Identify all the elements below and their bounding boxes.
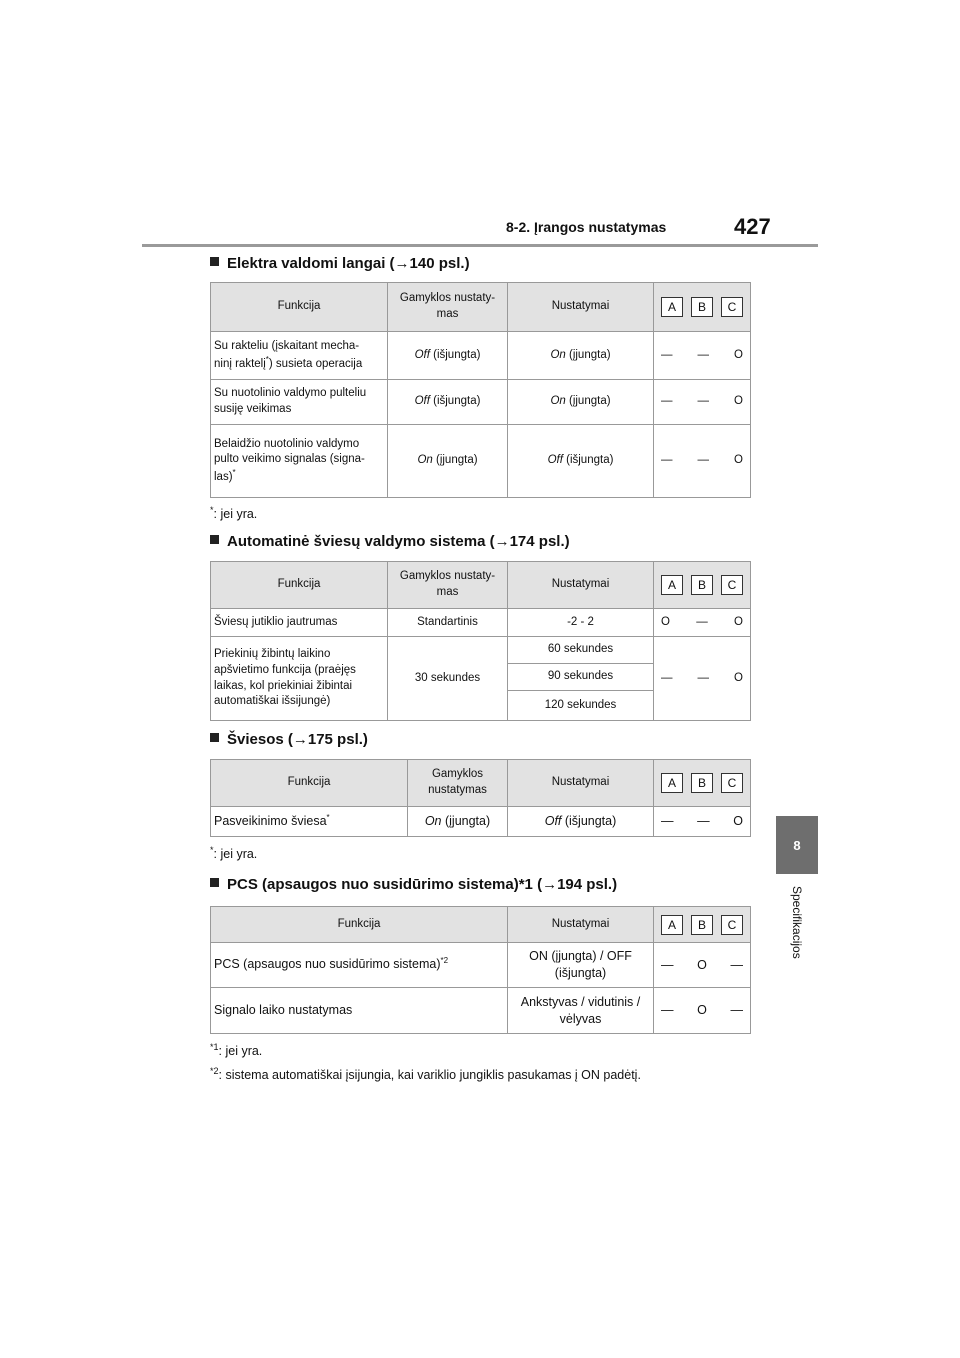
- box-b: B: [691, 297, 713, 317]
- col-funkcija: Funkcija: [211, 907, 508, 943]
- col-abc: [654, 283, 751, 332]
- section-title-text: PCS (apsaugos nuo susidūrimo sistema)*1 (→194 psl.): [227, 876, 618, 893]
- col-gamyklos: [388, 283, 508, 332]
- header-rule: [142, 244, 818, 247]
- col-gamyklos-l2: mas: [436, 586, 459, 598]
- line: pulto veikimo signalas (signa-: [214, 453, 365, 466]
- cell-setting: 120 sekundes: [508, 691, 654, 721]
- box-b: B: [691, 575, 713, 595]
- table-row: [211, 988, 751, 1034]
- col-nustatymai: Nustatymai: [508, 283, 654, 332]
- line: Pasveikinimo šviesa: [214, 814, 327, 829]
- cell-default: Standartinis: [388, 609, 508, 637]
- cell-abc: [654, 988, 751, 1034]
- line: susiję veikimas: [214, 403, 292, 415]
- footnote-star: [210, 845, 257, 861]
- mark-c: —: [730, 957, 743, 972]
- col-funkcija: Funkcija: [211, 760, 408, 807]
- cell-abc: [654, 425, 751, 498]
- value-rest: (išjungta): [429, 395, 481, 408]
- col-nustatymai: Nustatymai: [508, 562, 654, 609]
- section-title-auto-lights: [210, 533, 570, 550]
- line: Su nuotolinio valdymo pulteliu: [214, 387, 367, 400]
- line: laikas, kol priekiniai žibintai: [214, 679, 353, 692]
- section-title-pcs: [210, 876, 617, 893]
- value-rest: (įjungta): [441, 814, 491, 829]
- cell-function: [211, 943, 508, 988]
- box-c: C: [721, 915, 743, 935]
- cell-abc: [654, 332, 751, 380]
- cell-setting: [508, 380, 654, 425]
- table-row: [211, 637, 751, 664]
- line: ninį raktelį: [214, 357, 266, 370]
- col-abc: [654, 907, 751, 943]
- value-italic: On: [550, 395, 566, 408]
- value-italic: Off: [414, 348, 430, 361]
- line: Su rakteliu (įskaitant mecha-: [214, 340, 360, 353]
- box-a: A: [661, 297, 683, 317]
- cell-function: Signalo laiko nustatymas: [211, 988, 508, 1034]
- line: PCS (apsaugos nuo susidūrimo sistema): [214, 957, 441, 972]
- box-b: B: [691, 915, 713, 935]
- box-c: C: [721, 575, 743, 595]
- value-rest: (įjungta): [565, 395, 611, 408]
- table-row: [211, 609, 751, 637]
- line: ON (įjungta) / OFF: [529, 949, 632, 964]
- table-row: [211, 807, 751, 837]
- mark-a: —: [661, 454, 673, 467]
- value-italic: Off: [547, 454, 563, 467]
- mark-b: O: [697, 957, 707, 972]
- line: Belaidžio nuotolinio valdymo: [214, 437, 360, 450]
- mark-a: —: [661, 1003, 674, 1018]
- col-gamyklos: [408, 760, 508, 807]
- footnote-mark: *: [210, 505, 214, 515]
- cell-abc: [654, 807, 751, 837]
- section-title-text: Šviesos (→175 psl.): [227, 731, 368, 748]
- mark-a: —: [661, 671, 673, 684]
- value-italic: On: [417, 454, 433, 467]
- table-pcs: [210, 906, 751, 1034]
- mark-b: —: [697, 671, 710, 684]
- mark-a: —: [661, 814, 674, 829]
- footnote-mark: *: [326, 812, 330, 822]
- footnote-mark: *: [265, 354, 269, 364]
- line: las): [214, 470, 233, 483]
- cell-abc: [654, 943, 751, 988]
- cell-function: [211, 425, 388, 498]
- table-row: [211, 425, 751, 498]
- footnote-mark: *: [232, 467, 236, 477]
- section-header: 8-2. Įrangos nustatymas: [506, 219, 667, 235]
- box-b: B: [691, 773, 713, 793]
- line: Ankstyvas / vidutinis /: [520, 994, 641, 1009]
- col-nustatymai: Nustatymai: [508, 907, 654, 943]
- mark-c: O: [734, 454, 743, 467]
- footnote-text: : jei yra.: [213, 507, 258, 522]
- box-c: C: [721, 773, 743, 793]
- col-abc: [654, 562, 751, 609]
- footnote-mark: *1: [210, 1042, 219, 1052]
- mark-a: —: [661, 957, 674, 972]
- section-title-text: Elektra valdomi langai (→140 psl.): [227, 255, 470, 272]
- mark-a: —: [661, 395, 673, 408]
- cell-function: [211, 807, 408, 837]
- value-italic: Off: [414, 395, 430, 408]
- value-rest: (išjungta): [429, 348, 481, 361]
- mark-c: —: [730, 1003, 743, 1018]
- table-header-row: [211, 907, 751, 943]
- cell-setting: 90 sekundes: [508, 664, 654, 691]
- footnote-mark: *2: [440, 956, 449, 966]
- section-title-text: Automatinė šviesų valdymo sistema (→174 psl.): [227, 533, 570, 550]
- col-gamyklos-l2: nustatymas: [428, 784, 487, 796]
- mark-b: —: [697, 395, 710, 408]
- col-gamyklos-l1: Gamyklos nustaty-: [399, 570, 496, 583]
- section-title-windows: [210, 255, 470, 272]
- cell-abc: [654, 609, 751, 637]
- cell-default: 30 sekundes: [388, 637, 508, 721]
- cell-abc: [654, 380, 751, 425]
- cell-default: [388, 425, 508, 498]
- table-header-row: [211, 760, 751, 807]
- cell-setting: [508, 332, 654, 380]
- line: apšvietimo funkcija (praėjęs: [214, 663, 356, 676]
- col-gamyklos-l2: mas: [436, 308, 459, 320]
- box-a: A: [661, 575, 683, 595]
- cell-default: [388, 332, 508, 380]
- cell-abc: [654, 637, 751, 721]
- cell-function: [211, 332, 388, 380]
- col-nustatymai: Nustatymai: [508, 760, 654, 807]
- cell-function: Šviesų jutiklio jautrumas: [211, 609, 388, 637]
- line: Priekinių žibintų laikino: [214, 648, 331, 661]
- square-bullet-icon: [210, 535, 219, 544]
- table-row: [211, 380, 751, 425]
- footnote-text: : jei yra.: [213, 847, 258, 862]
- cell-setting: 60 sekundes: [508, 637, 654, 664]
- footnote-mark: *2: [210, 1066, 219, 1076]
- mark-c: O: [734, 348, 743, 361]
- line: (išjungta): [554, 966, 607, 980]
- cell-function: [211, 380, 388, 425]
- line: vėlyvas: [559, 1011, 602, 1026]
- table-row: [211, 943, 751, 988]
- square-bullet-icon: [210, 733, 219, 742]
- square-bullet-icon: [210, 257, 219, 266]
- footnote-1: [210, 1042, 262, 1058]
- mark-b: —: [697, 814, 710, 829]
- col-gamyklos-l1: Gamyklos nustaty-: [399, 292, 496, 305]
- col-gamyklos-l1: Gamyklos: [431, 768, 484, 781]
- cell-setting: -2 - 2: [508, 609, 654, 637]
- value-italic: On: [424, 814, 442, 829]
- box-a: A: [661, 773, 683, 793]
- square-bullet-icon: [210, 878, 219, 887]
- mark-b: —: [697, 348, 710, 361]
- table-header-row: [211, 562, 751, 609]
- col-funkcija: Funkcija: [211, 562, 388, 609]
- footnote-2: [210, 1066, 641, 1082]
- mark-c: O: [734, 395, 743, 408]
- chapter-tab: 8: [776, 816, 818, 874]
- cell-setting: [508, 988, 654, 1034]
- footnote-star: [210, 505, 257, 521]
- value-rest: (įjungta): [432, 454, 478, 467]
- table-power-windows: [210, 282, 751, 498]
- cell-setting: [508, 943, 654, 988]
- cell-function: [211, 637, 388, 721]
- mark-a: —: [661, 348, 673, 361]
- col-abc: [654, 760, 751, 807]
- chapter-label-wrap: [790, 886, 804, 986]
- mark-c: O: [733, 814, 743, 829]
- box-c: C: [721, 297, 743, 317]
- line: automatiškai išsijungė): [214, 695, 331, 708]
- mark-b: —: [697, 454, 710, 467]
- mark-b: —: [696, 615, 708, 628]
- footnote-mark: *: [210, 845, 214, 855]
- mark-a: O: [661, 615, 670, 628]
- value-rest: (išjungta): [561, 814, 617, 829]
- section-title-lights: [210, 731, 368, 748]
- value-rest: (įjungta): [565, 348, 611, 361]
- value-italic: Off: [544, 814, 562, 829]
- cell-setting: [508, 807, 654, 837]
- mark-c: O: [734, 671, 743, 684]
- mark-b: O: [697, 1003, 707, 1018]
- col-gamyklos: [388, 562, 508, 609]
- mark-c: O: [734, 615, 743, 628]
- cell-default: [388, 380, 508, 425]
- footnote-text: : sistema automatiškai įsijungia, kai variklio jungiklis pasukamas į ON padėtį.: [218, 1068, 641, 1083]
- value-italic: On: [550, 348, 566, 361]
- cell-setting: [508, 425, 654, 498]
- table-auto-lights: [210, 561, 751, 721]
- chapter-label: Specifikacijos: [790, 886, 804, 959]
- line: ) susieta operacija: [268, 357, 363, 370]
- table-header-row: [211, 283, 751, 332]
- table-lights: [210, 759, 751, 837]
- table-row: [211, 332, 751, 380]
- value-rest: (išjungta): [562, 454, 614, 467]
- cell-default: [408, 807, 508, 837]
- footnote-text: : jei yra.: [218, 1044, 263, 1059]
- page-number: 427: [734, 214, 771, 239]
- col-funkcija: Funkcija: [211, 283, 388, 332]
- box-a: A: [661, 915, 683, 935]
